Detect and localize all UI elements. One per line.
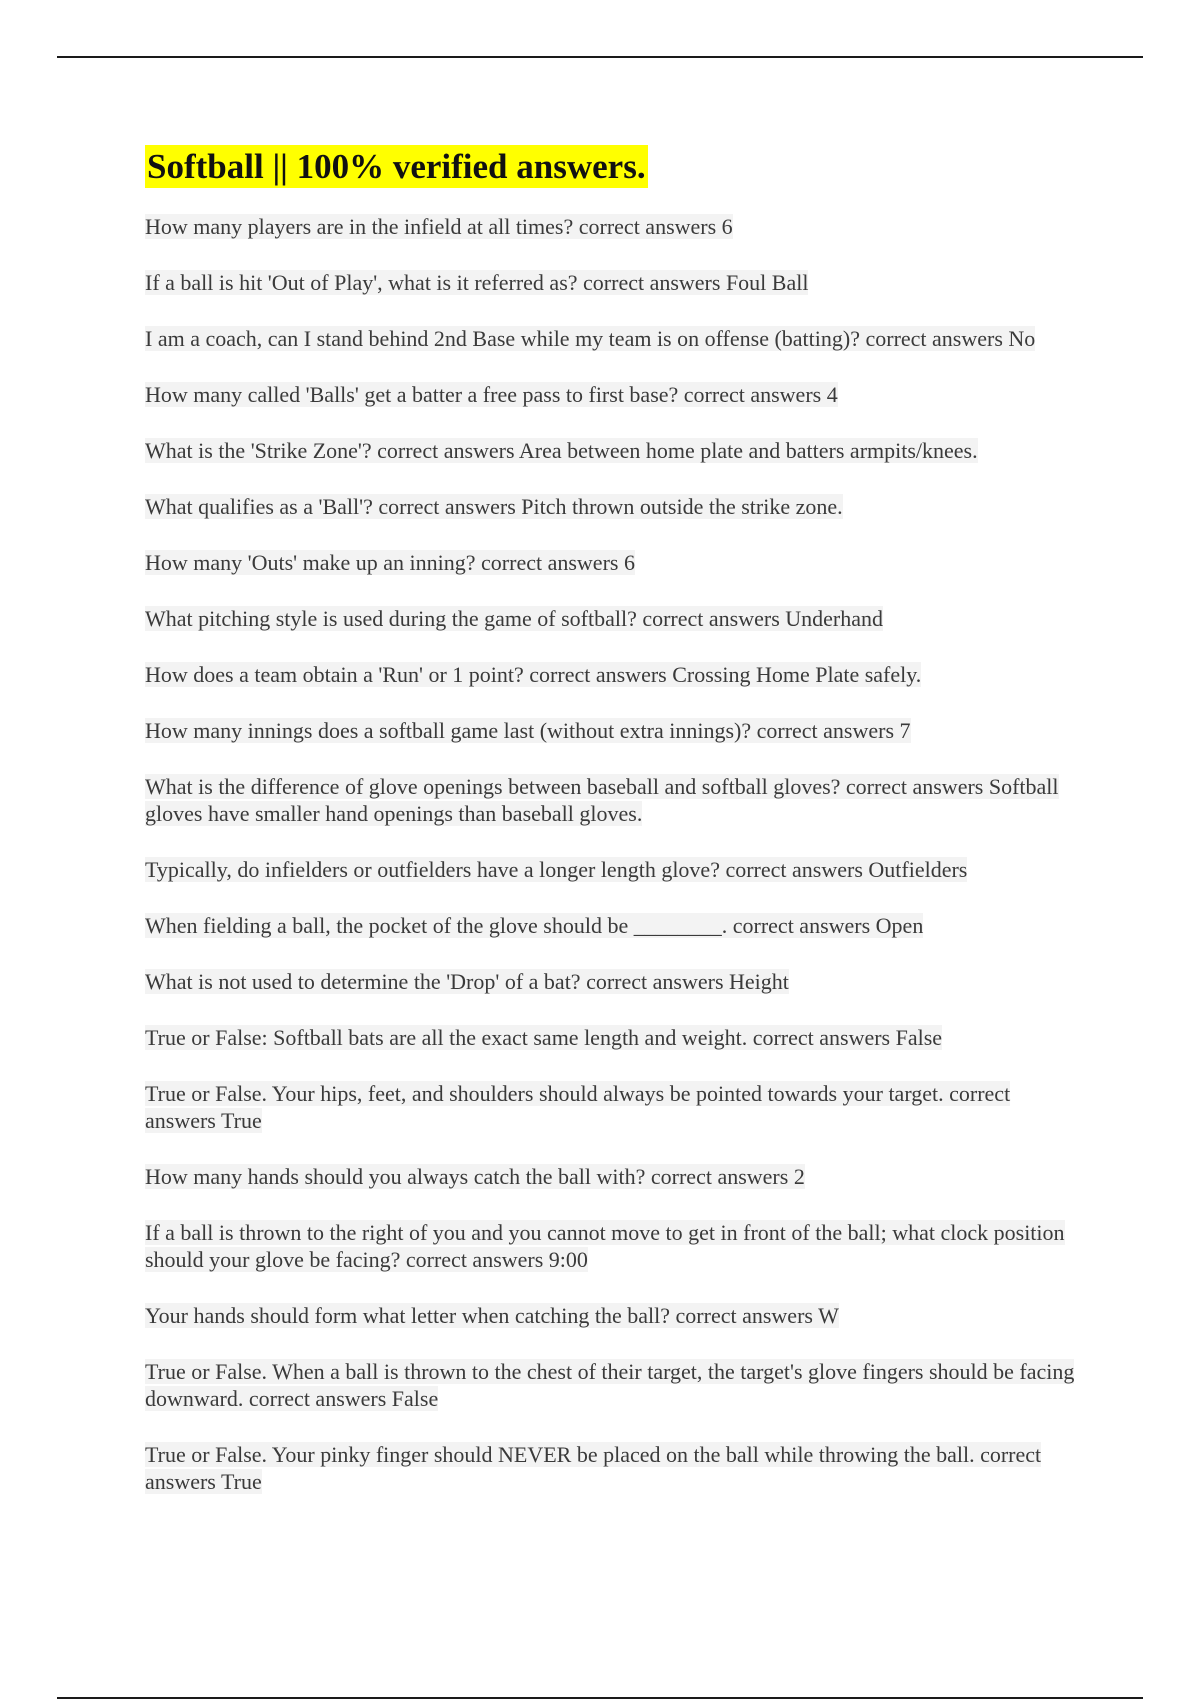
qa-item	[145, 1163, 1075, 1190]
qa-text: I am a coach, can I stand behind 2nd Base while my team is on offense (batting)? correct answers No	[145, 326, 1036, 351]
qa-text: How many 'Outs' make up an inning? correct answers 6	[145, 550, 635, 575]
qa-item	[145, 856, 1075, 883]
qa-item	[145, 437, 1075, 464]
bottom-rule	[57, 1697, 1143, 1699]
qa-text: True or False. Your hips, feet, and shoulders should always be pointed towards your target. correct answers True	[145, 1081, 1011, 1133]
qa-item	[145, 968, 1075, 995]
qa-text: If a ball is hit 'Out of Play', what is it referred as? correct answers Foul Ball	[145, 270, 809, 295]
qa-item	[145, 661, 1075, 688]
qa-item	[145, 717, 1075, 744]
qa-item	[145, 213, 1075, 240]
qa-text: How many called 'Balls' get a batter a free pass to first base? correct answers 4	[145, 382, 838, 407]
qa-item	[145, 269, 1075, 296]
qa-text: True or False: Softball bats are all the exact same length and weight. correct answers False	[145, 1025, 943, 1050]
document-title: Softball || 100% verified answers.	[147, 147, 646, 186]
qa-text: What is the difference of glove openings between baseball and softball gloves? correct answers Softball gloves have smaller hand openings than baseball gloves.	[145, 774, 1059, 826]
qa-item	[145, 549, 1075, 576]
qa-item	[145, 1080, 1075, 1134]
qa-item	[145, 493, 1075, 520]
document-body	[145, 143, 1075, 1524]
qa-text: How many players are in the infield at all times? correct answers 6	[145, 214, 733, 239]
title-block	[145, 143, 1075, 191]
qa-text: If a ball is thrown to the right of you and you cannot move to get in front of the ball; what clock position should your glove be facing? correct answers 9:00	[145, 1220, 1065, 1272]
qa-item	[145, 773, 1075, 827]
qa-text: When fielding a ball, the pocket of the glove should be ________. correct answers Open	[145, 913, 924, 938]
qa-text: Your hands should form what letter when catching the ball? correct answers W	[145, 1303, 839, 1328]
qa-text: What pitching style is used during the game of softball? correct answers Underhand	[145, 606, 883, 631]
qa-item	[145, 1302, 1075, 1329]
qa-text: What is the 'Strike Zone'? correct answers Area between home plate and batters armpits/knees.	[145, 438, 978, 463]
qa-item	[145, 381, 1075, 408]
qa-item	[145, 325, 1075, 352]
qa-item	[145, 1219, 1075, 1273]
qa-item	[145, 1358, 1075, 1412]
qa-item	[145, 1441, 1075, 1495]
qa-text: True or False. Your pinky finger should NEVER be placed on the ball while throwing the ball. correct answers True	[145, 1442, 1042, 1494]
qa-text: How many hands should you always catch the ball with? correct answers 2	[145, 1164, 805, 1189]
qa-text: What is not used to determine the 'Drop' of a bat? correct answers Height	[145, 969, 789, 994]
qa-item	[145, 605, 1075, 632]
qa-item	[145, 912, 1075, 939]
qa-text: True or False. When a ball is thrown to the chest of their target, the target's glove fingers should be facing downward. correct answers False	[145, 1359, 1075, 1411]
qa-text: How does a team obtain a 'Run' or 1 point? correct answers Crossing Home Plate safely.	[145, 662, 922, 687]
qa-text: What qualifies as a 'Ball'? correct answers Pitch thrown outside the strike zone.	[145, 494, 843, 519]
qa-item	[145, 1024, 1075, 1051]
qa-text: How many innings does a softball game last (without extra innings)? correct answers 7	[145, 718, 911, 743]
qa-text: Typically, do infielders or outfielders have a longer length glove? correct answers Outfielders	[145, 857, 968, 882]
top-rule	[57, 56, 1143, 58]
qa-list	[145, 213, 1075, 1495]
